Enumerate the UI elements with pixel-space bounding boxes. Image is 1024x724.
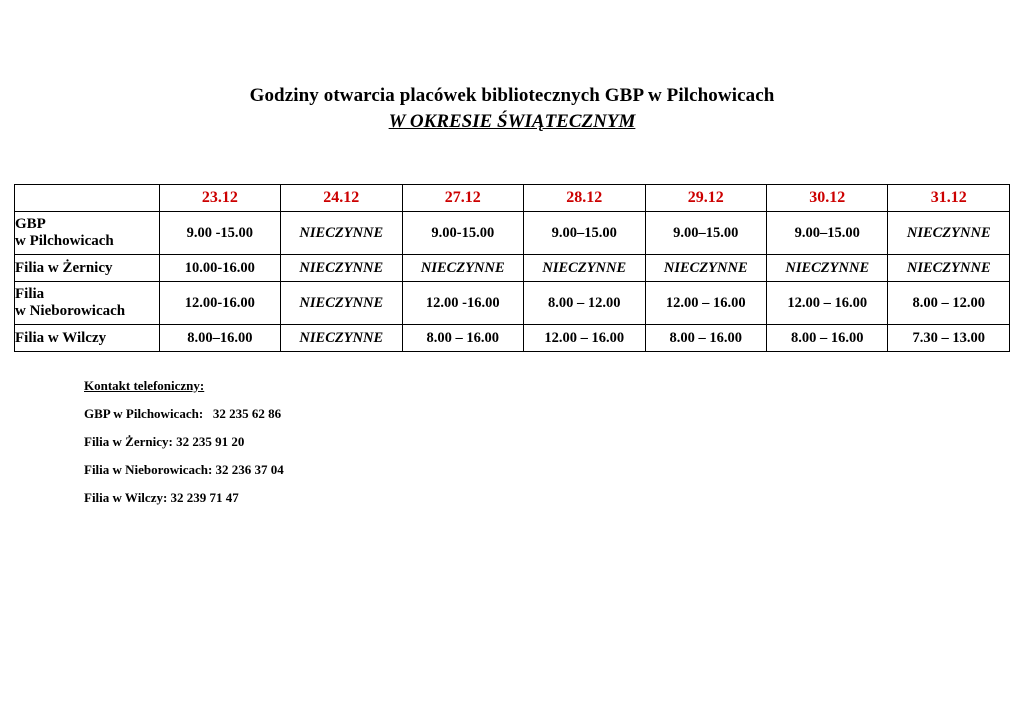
cell-wilcza-31-12: 7.30 – 13.00 — [888, 325, 1010, 352]
cell-nieborowice-28-12: 8.00 – 12.00 — [524, 282, 645, 325]
contact-line-filia-zernica: Filia w Żernicy: 32 235 91 20 — [84, 434, 245, 449]
cell-zernica-23-12: 10.00-16.00 — [159, 255, 280, 282]
row-label-line-2: w Nieborowicach — [15, 303, 126, 319]
day-header-23-12: 23.12 — [159, 185, 280, 212]
day-header-27-12: 27.12 — [402, 185, 523, 212]
cell-wilcza-27-12: 8.00 – 16.00 — [402, 325, 523, 352]
row-label-filia-wilcza — [15, 325, 160, 352]
day-header-31-12: 31.12 — [888, 185, 1010, 212]
cell-gbp-28-12: 9.00–15.00 — [524, 212, 645, 255]
contact-line-filia-wilcza: Filia w Wilczy: 32 239 71 47 — [84, 490, 239, 505]
cell-zernica-31-12: NIECZYNNE — [888, 255, 1010, 282]
table-row — [15, 282, 1010, 325]
cell-zernica-27-12: NIECZYNNE — [402, 255, 523, 282]
cell-nieborowice-29-12: 12.00 – 16.00 — [645, 282, 766, 325]
row-label-gbp-pilchowice — [15, 212, 160, 255]
row-label-line-2: w Pilchowicach — [15, 233, 114, 249]
title-line-1: Godziny otwarcia placówek bibliotecznych GBP w Pilchowicach — [249, 85, 775, 106]
table-row — [15, 255, 1010, 282]
cell-wilcza-24-12: NIECZYNNE — [281, 325, 402, 352]
row-label-line-1: GBP — [15, 216, 46, 232]
table-corner-cell — [15, 185, 160, 212]
cell-nieborowice-27-12: 12.00 -16.00 — [402, 282, 523, 325]
cell-wilcza-29-12: 8.00 – 16.00 — [645, 325, 766, 352]
cell-gbp-31-12: NIECZYNNE — [888, 212, 1010, 255]
row-label-line-1: Filia w Żernicy — [15, 259, 113, 276]
day-header-28-12: 28.12 — [524, 185, 645, 212]
row-label-filia-nieborowice — [15, 282, 160, 325]
table-row — [15, 325, 1010, 352]
row-label-filia-zernica — [15, 255, 160, 282]
cell-zernica-24-12: NIECZYNNE — [281, 255, 402, 282]
cell-nieborowice-31-12: 8.00 – 12.00 — [888, 282, 1010, 325]
contact-block — [84, 372, 284, 512]
row-label-line-1: Filia — [15, 286, 45, 302]
cell-zernica-30-12: NIECZYNNE — [767, 255, 888, 282]
cell-nieborowice-23-12: 12.00-16.00 — [159, 282, 280, 325]
title-line-2: W OKRESIE ŚWIĄTECZNYM — [388, 111, 636, 132]
contact-heading: Kontakt telefoniczny: — [84, 378, 205, 393]
cell-gbp-27-12: 9.00-15.00 — [402, 212, 523, 255]
day-header-30-12: 30.12 — [767, 185, 888, 212]
table-header-row — [15, 185, 1010, 212]
opening-hours-table — [14, 184, 1010, 352]
cell-gbp-24-12: NIECZYNNE — [281, 212, 402, 255]
cell-wilcza-28-12: 12.00 – 16.00 — [524, 325, 645, 352]
cell-nieborowice-30-12: 12.00 – 16.00 — [767, 282, 888, 325]
cell-gbp-29-12: 9.00–15.00 — [645, 212, 766, 255]
contact-line-filia-nieborowice: Filia w Nieborowicach: 32 236 37 04 — [84, 462, 284, 477]
table-row — [15, 212, 1010, 255]
day-header-24-12: 24.12 — [281, 185, 402, 212]
cell-zernica-28-12: NIECZYNNE — [524, 255, 645, 282]
contact-line-gbp-pilchowice: GBP w Pilchowicach: 32 235 62 86 — [84, 406, 282, 421]
cell-nieborowice-24-12: NIECZYNNE — [281, 282, 402, 325]
day-header-29-12: 29.12 — [645, 185, 766, 212]
cell-gbp-23-12: 9.00 -15.00 — [159, 212, 280, 255]
cell-zernica-29-12: NIECZYNNE — [645, 255, 766, 282]
document-title — [0, 84, 1024, 135]
cell-gbp-30-12: 9.00–15.00 — [767, 212, 888, 255]
cell-wilcza-30-12: 8.00 – 16.00 — [767, 325, 888, 352]
row-label-line-1: Filia w Wilczy — [15, 329, 107, 346]
cell-wilcza-23-12: 8.00–16.00 — [159, 325, 280, 352]
